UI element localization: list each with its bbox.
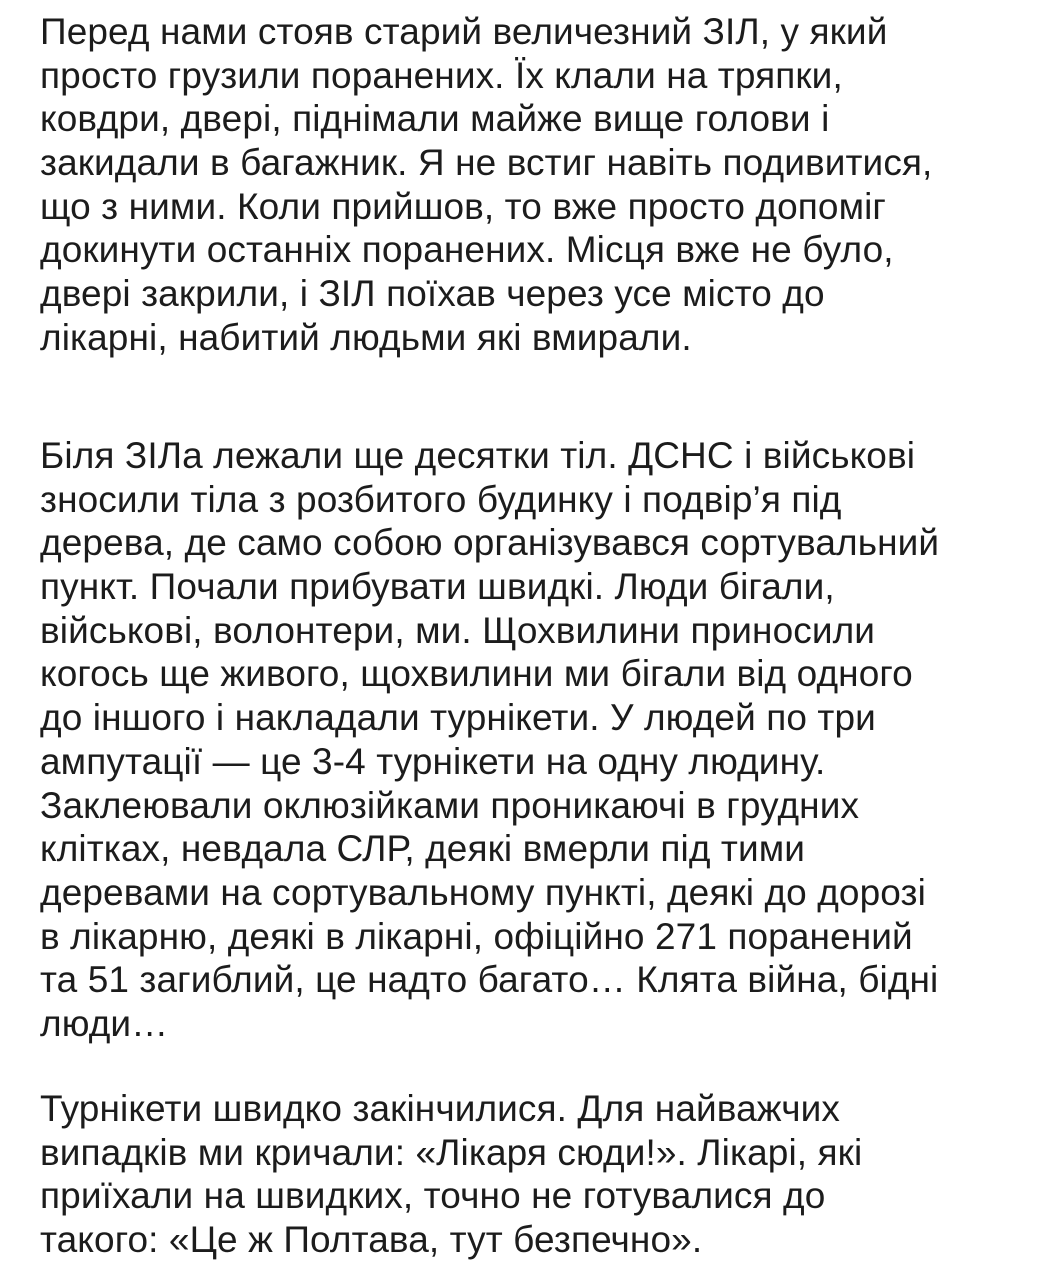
text-line: до іншого і накладали турнікети. У людей по три	[40, 697, 876, 739]
text-line: когось ще живого, щохвилини ми бігали від одного	[40, 653, 913, 695]
text-line: такого: «Це ж Полтава, тут безпечно».	[40, 1219, 703, 1261]
text-line: в лікарню, деякі в лікарні, офіційно 271 поранений	[40, 915, 913, 957]
text-line: Турнікети швидко закінчилися. Для найважчих	[40, 1088, 840, 1129]
text-line: Біля ЗІЛа лежали ще десятки тіл. ДСНС і військові	[40, 435, 916, 476]
text-line: двері закрили, і ЗІЛ поїхав через усе місто до	[40, 273, 825, 315]
text-line: випадків ми кричали: «Лікаря сюди!». Лікарі, які	[40, 1131, 863, 1173]
text-line: клітках, невдала СЛР, деякі вмерли під тими	[40, 828, 806, 870]
text-line: зносили тіла з розбитого будинку і подвір’я під	[40, 478, 842, 520]
text-line: ампутації — це 3-4 турнікети на одну людину.	[40, 740, 826, 782]
text-line: ковдри, двері, піднімали майже вище голови і	[40, 98, 830, 140]
text-line: закидали в багажник. Я не встиг навіть подивитися,	[40, 142, 933, 184]
text-line: та 51 загиблий, це надто багато… Клята війна, бідні	[40, 959, 939, 1001]
text-line: що з ними. Коли прийшов, то вже просто допоміг	[40, 185, 887, 227]
text-line: військові, волонтери, ми. Щохвилини приносили	[40, 609, 876, 651]
paragraph-1	[40, 10, 932, 360]
text-line: лікарні, набитий людьми які вмирали.	[40, 316, 692, 358]
paragraph-2	[40, 434, 939, 1046]
text-line: пункт. Почали прибувати швидкі. Люди бігали,	[40, 566, 835, 608]
text-line: приїхали на швидких, точно не готувалися до	[40, 1175, 826, 1217]
text-line: люди…	[40, 1002, 169, 1044]
text-line: Перед нами стояв старий величезний ЗІЛ, у який	[40, 11, 888, 52]
text-line: докинути останніх поранених. Місця вже не було,	[40, 229, 894, 271]
text-line: Заклеювали оклюзійками проникаючі в грудних	[40, 784, 860, 826]
text-line: деревами на сортувальному пункті, деякі до дорозі	[40, 871, 926, 913]
paragraph-3	[40, 1087, 862, 1262]
text-line: дерева, де само собою організувався сортувальний	[40, 522, 940, 564]
text-line: просто грузили поранених. Їх клали на тряпки,	[40, 54, 843, 96]
